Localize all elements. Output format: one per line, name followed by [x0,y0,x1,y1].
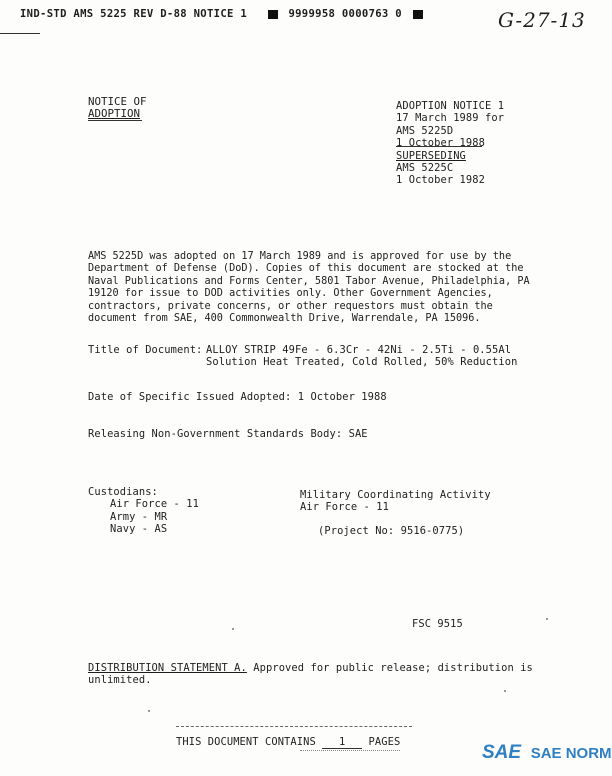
notice-line-2: ADOPTION [88,107,141,121]
scan-mark [0,33,40,34]
barcode-mark [268,10,278,19]
project-number: (Project No: 9516-0775) [318,525,465,537]
fsc-code: FSC 9515 [412,618,463,630]
adoption-line: AMS 5225C [396,162,454,175]
pages-text-right: PAGES [368,736,401,748]
title-line-2: Solution Heat Treated, Cold Rolled, 50% Reduction [206,356,518,369]
title-of-document-value [206,344,517,369]
notice-line-1: NOTICE OF [88,95,147,108]
adoption-line: 1 October 1982 [396,174,485,187]
adoption-rule [396,146,482,147]
paragraph-line: contractors, private concerns, or other requestors must obtain the [88,300,493,312]
sae-norm-logo [482,742,612,764]
paragraph-line: Naval Publications and Forms Center, 5801 Tabor Avenue, Philadelphia, PA [88,275,530,287]
scan-speck [232,628,234,630]
title-of-document-label: Title of Document: [88,344,203,356]
custodians-block [88,486,199,536]
paragraph-line: 19120 for issue to DOD activities only. Other Government Agencies, [88,288,493,300]
custodian-item: Navy - AS [110,523,168,536]
releasing-body: Releasing Non-Government Standards Body: SAE [88,428,368,440]
custodians-heading: Custodians: [88,486,158,498]
paragraph-line: document from SAE, 400 Commonwealth Drive, Warrendale, PA 15096. [88,313,481,325]
distribution-text: Approved for public release; distribution is [253,662,533,674]
pages-count: 1 [322,736,362,749]
adoption-line: 17 March 1989 for [396,112,505,125]
paragraph-line: Department of Defense (DoD). Copies of this document are stocked at the [88,263,524,275]
military-line-1: Military Coordinating Activity [300,489,491,501]
superseding-label: SUPERSEDING [396,149,466,162]
date-adopted: Date of Specific Issued Adopted: 1 October 1988 [88,391,387,403]
scan-speck [148,710,150,712]
adoption-line: AMS 5225D [396,124,454,137]
title-line-1: ALLOY STRIP 49Fe - 6.3Cr - 42Ni - 2.5Ti - 0.55Al [206,344,512,356]
military-line-2: Air Force - 11 [300,501,389,514]
paragraph-line: AMS 5225D was adopted on 17 March 1989 and is approved for use by the [88,251,512,262]
distribution-label: DISTRIBUTION STATEMENT A. [88,662,247,674]
scan-speck [504,690,506,692]
header-code: 9999958 0000763 0 [288,8,402,20]
adoption-notice-block [396,100,504,187]
adoption-line: 1 October 1988 [396,137,485,150]
header-left-text: IND-STD AMS 5225 REV D-88 NOTICE 1 [20,8,248,20]
sae-logo-left: SAE [482,742,522,763]
notice-underline [88,120,142,121]
military-coordinating-activity [300,489,491,514]
handwritten-annotation: G-27-13 [498,8,586,32]
fine-print-line [300,750,400,751]
adoption-paragraph [88,251,530,325]
scan-speck [546,618,548,620]
barcode-mark-end [413,10,423,19]
custodian-item: Army - MR [110,510,168,523]
pages-statement [176,736,400,749]
distribution-text-cont: unlimited. [88,674,152,687]
adoption-line: ADOPTION NOTICE 1 [396,100,505,112]
pages-text-left: THIS DOCUMENT CONTAINS [176,736,316,748]
footer-rule [176,726,412,727]
notice-of-adoption [88,96,147,121]
distribution-statement [88,662,533,687]
custodian-item: Air Force - 11 [110,498,199,511]
sae-logo-right: SAE NORM [530,745,612,762]
document-header [20,8,427,20]
